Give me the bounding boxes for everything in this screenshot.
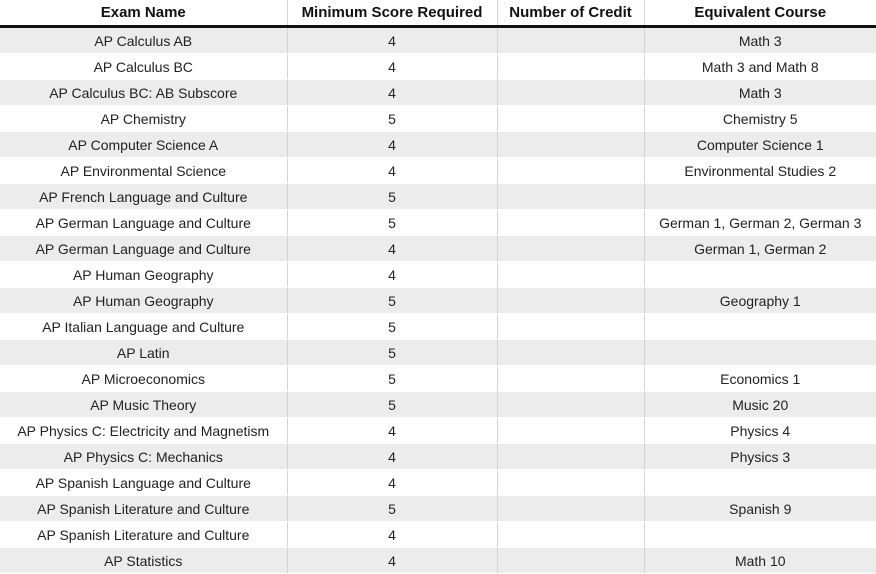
cell-minimum-score: 4 xyxy=(287,236,497,262)
cell-equivalent-course: Physics 4 xyxy=(644,418,876,444)
cell-minimum-score: 4 xyxy=(287,54,497,80)
cell-exam-name: AP Calculus BC xyxy=(0,54,287,80)
table-row xyxy=(0,184,876,210)
table-row xyxy=(0,496,876,522)
cell-exam-name: AP Spanish Language and Culture xyxy=(0,470,287,496)
cell-minimum-score: 4 xyxy=(287,80,497,106)
cell-equivalent-course: Spanish 9 xyxy=(644,496,876,522)
table-row xyxy=(0,522,876,548)
table-body xyxy=(0,27,876,574)
cell-exam-name: AP Environmental Science xyxy=(0,158,287,184)
cell-minimum-score: 4 xyxy=(287,158,497,184)
table-row xyxy=(0,288,876,314)
cell-number-of-credit xyxy=(497,236,644,262)
cell-number-of-credit xyxy=(497,470,644,496)
table-row xyxy=(0,132,876,158)
cell-minimum-score: 5 xyxy=(287,496,497,522)
cell-minimum-score: 4 xyxy=(287,470,497,496)
table-row xyxy=(0,366,876,392)
cell-minimum-score: 5 xyxy=(287,314,497,340)
cell-equivalent-course xyxy=(644,340,876,366)
table-row xyxy=(0,236,876,262)
cell-equivalent-course xyxy=(644,314,876,340)
table-row xyxy=(0,418,876,444)
cell-exam-name: AP Computer Science A xyxy=(0,132,287,158)
cell-exam-name: AP Human Geography xyxy=(0,288,287,314)
cell-exam-name: AP Music Theory xyxy=(0,392,287,418)
header-equivalent-course: Equivalent Course xyxy=(644,0,876,27)
cell-minimum-score: 5 xyxy=(287,340,497,366)
cell-number-of-credit xyxy=(497,210,644,236)
table-header xyxy=(0,0,876,27)
cell-equivalent-course: Environmental Studies 2 xyxy=(644,158,876,184)
cell-exam-name: AP Microeconomics xyxy=(0,366,287,392)
cell-equivalent-course: Physics 3 xyxy=(644,444,876,470)
table-row xyxy=(0,80,876,106)
cell-equivalent-course xyxy=(644,262,876,288)
cell-number-of-credit xyxy=(497,288,644,314)
cell-number-of-credit xyxy=(497,496,644,522)
cell-minimum-score: 5 xyxy=(287,288,497,314)
cell-minimum-score: 4 xyxy=(287,548,497,574)
header-number-of-credit: Number of Credit xyxy=(497,0,644,27)
cell-exam-name: AP Human Geography xyxy=(0,262,287,288)
table-row xyxy=(0,340,876,366)
cell-number-of-credit xyxy=(497,80,644,106)
cell-exam-name: AP French Language and Culture xyxy=(0,184,287,210)
cell-number-of-credit xyxy=(497,340,644,366)
cell-equivalent-course: Chemistry 5 xyxy=(644,106,876,132)
cell-exam-name: AP Italian Language and Culture xyxy=(0,314,287,340)
cell-equivalent-course: Economics 1 xyxy=(644,366,876,392)
cell-equivalent-course: Math 3 xyxy=(644,80,876,106)
cell-equivalent-course: Math 10 xyxy=(644,548,876,574)
table-row xyxy=(0,27,876,54)
cell-exam-name: AP Latin xyxy=(0,340,287,366)
table-row xyxy=(0,54,876,80)
cell-minimum-score: 5 xyxy=(287,392,497,418)
cell-exam-name: AP German Language and Culture xyxy=(0,210,287,236)
cell-number-of-credit xyxy=(497,54,644,80)
cell-number-of-credit xyxy=(497,522,644,548)
cell-number-of-credit xyxy=(497,392,644,418)
cell-minimum-score: 5 xyxy=(287,366,497,392)
table-row xyxy=(0,548,876,574)
header-exam-name: Exam Name xyxy=(0,0,287,27)
cell-exam-name: AP Spanish Literature and Culture xyxy=(0,496,287,522)
cell-minimum-score: 4 xyxy=(287,418,497,444)
cell-exam-name: AP Physics C: Electricity and Magnetism xyxy=(0,418,287,444)
cell-number-of-credit xyxy=(497,314,644,340)
header-row xyxy=(0,0,876,27)
table-row xyxy=(0,262,876,288)
table-row xyxy=(0,314,876,340)
table-row xyxy=(0,210,876,236)
cell-minimum-score: 4 xyxy=(287,27,497,54)
cell-exam-name: AP Physics C: Mechanics xyxy=(0,444,287,470)
cell-equivalent-course: Geography 1 xyxy=(644,288,876,314)
table-row xyxy=(0,444,876,470)
cell-number-of-credit xyxy=(497,106,644,132)
cell-minimum-score: 4 xyxy=(287,444,497,470)
cell-number-of-credit xyxy=(497,262,644,288)
cell-exam-name: AP Calculus AB xyxy=(0,27,287,54)
table-row xyxy=(0,106,876,132)
cell-minimum-score: 5 xyxy=(287,106,497,132)
cell-number-of-credit xyxy=(497,418,644,444)
table-row xyxy=(0,470,876,496)
cell-equivalent-course xyxy=(644,184,876,210)
table-row xyxy=(0,158,876,184)
cell-equivalent-course xyxy=(644,522,876,548)
table-row xyxy=(0,392,876,418)
cell-equivalent-course: German 1, German 2, German 3 xyxy=(644,210,876,236)
cell-equivalent-course: Math 3 xyxy=(644,27,876,54)
cell-minimum-score: 4 xyxy=(287,132,497,158)
header-minimum-score: Minimum Score Required xyxy=(287,0,497,27)
cell-exam-name: AP Calculus BC: AB Subscore xyxy=(0,80,287,106)
cell-number-of-credit xyxy=(497,184,644,210)
cell-equivalent-course: German 1, German 2 xyxy=(644,236,876,262)
cell-minimum-score: 5 xyxy=(287,210,497,236)
cell-exam-name: AP Spanish Literature and Culture xyxy=(0,522,287,548)
cell-number-of-credit xyxy=(497,158,644,184)
cell-equivalent-course: Music 20 xyxy=(644,392,876,418)
cell-number-of-credit xyxy=(497,132,644,158)
cell-minimum-score: 4 xyxy=(287,522,497,548)
cell-exam-name: AP Chemistry xyxy=(0,106,287,132)
cell-minimum-score: 4 xyxy=(287,262,497,288)
cell-number-of-credit xyxy=(497,444,644,470)
cell-number-of-credit xyxy=(497,27,644,54)
cell-minimum-score: 5 xyxy=(287,184,497,210)
cell-equivalent-course: Computer Science 1 xyxy=(644,132,876,158)
cell-number-of-credit xyxy=(497,366,644,392)
cell-number-of-credit xyxy=(497,548,644,574)
cell-equivalent-course: Math 3 and Math 8 xyxy=(644,54,876,80)
cell-exam-name: AP German Language and Culture xyxy=(0,236,287,262)
cell-exam-name: AP Statistics xyxy=(0,548,287,574)
cell-equivalent-course xyxy=(644,470,876,496)
